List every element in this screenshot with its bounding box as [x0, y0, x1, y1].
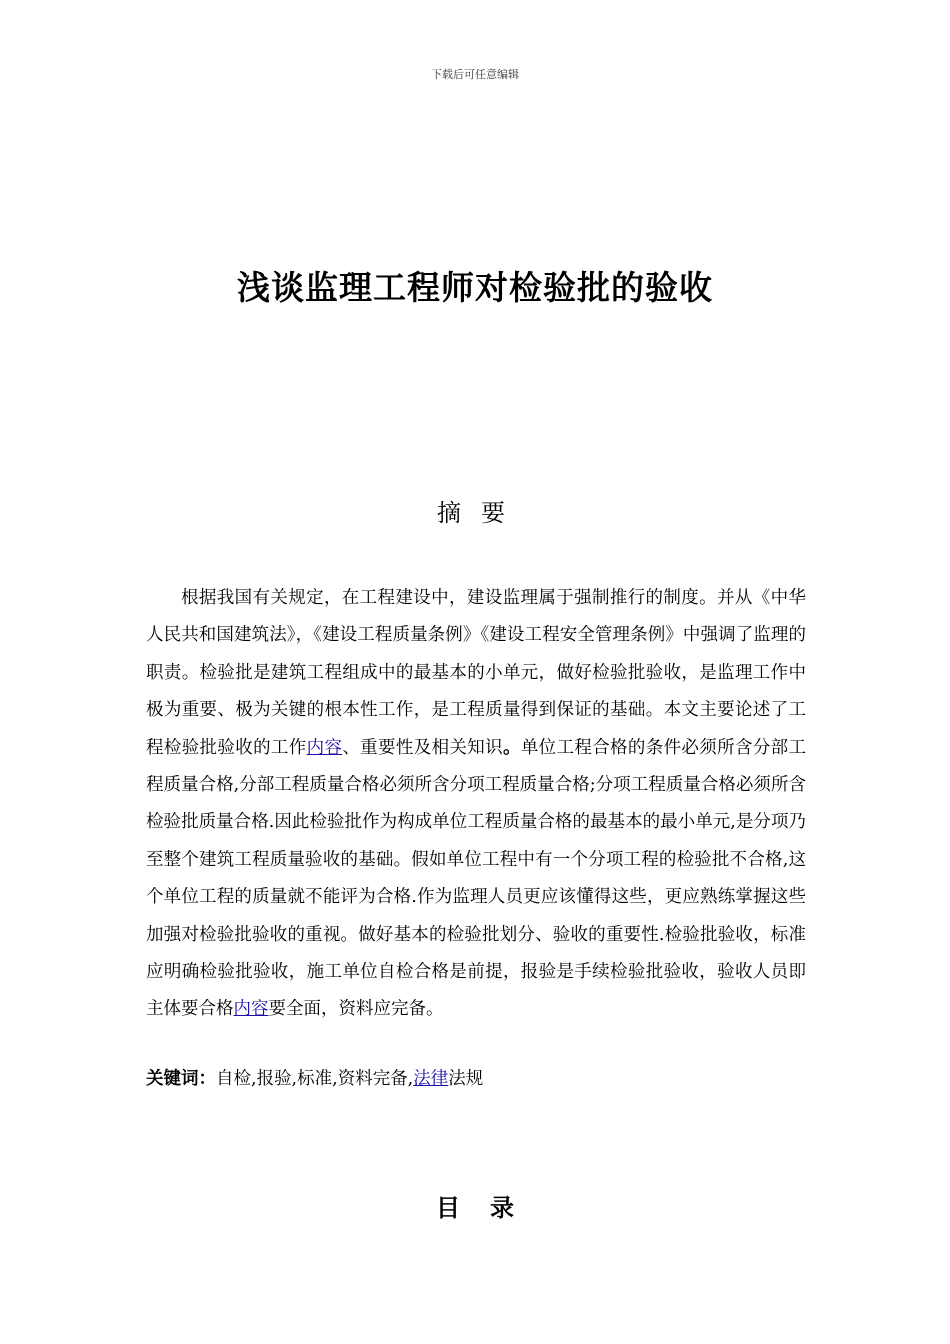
keywords-link-law[interactable]: 法律: [413, 1069, 449, 1089]
keywords-label: 关键词：: [146, 1069, 216, 1089]
abstract-text-part3: 。: [502, 737, 521, 758]
page-header-note: 下载后可任意编辑: [431, 68, 519, 81]
document-title: 浅谈监理工程师对检验批的验收: [237, 268, 713, 307]
abstract-paragraph: [146, 580, 806, 1029]
toc-heading: 目录: [436, 1194, 544, 1222]
abstract-text-part2: 、重要性及相关知识: [342, 737, 503, 758]
keywords-line: [146, 1064, 806, 1094]
abstract-text-part4: 单位工程合格的条件必须所含分部工程质量合格,分部工程质量合格必须所含分项工程质量合格;分项工程质量合格必须所含检验批质量合格.因此检验批作为构成单位工程质量合格的最基本的最小单元,是分项乃至整个建筑工程质量验收的基础。假如单位工程中有一个分项工程的检验批不合格,这个单位工程的质量就不能评为合格.作为监理人员更应该懂得这些，更应熟练掌握这些加强对检验批验收的重视。做好基本的检验批划分、验收的重要性.检验批验收，标准应明确检验批验收，施工单位自检合格是前提，报验是手续检验批验收，验收人员即主体要合格: [146, 737, 807, 1020]
abstract-link-content-2[interactable]: 内容: [233, 999, 269, 1020]
keywords-items: 自检,报验,标准,资料完备,: [216, 1069, 414, 1089]
abstract-text-part1: 根据我国有关规定，在工程建设中，建设监理属于强制推行的制度。并从《中华人民共和国建筑法》，《建设工程质量条例》《建设工程安全管理条例》中强调了监理的职责。检验批是建筑工程组成中的最基本的小单元，做好检验批验收，是监理工作中极为重要、极为关键的根本性工作，是工程质量得到保证的基础。本文主要论述了工程检验批验收的工作: [146, 588, 806, 758]
abstract-heading: 摘要: [437, 499, 525, 527]
abstract-link-content-1[interactable]: 内容: [306, 737, 343, 758]
abstract-text-part5: 要全面，资料应完备。: [268, 999, 444, 1020]
keywords-items-tail: 法规: [448, 1069, 484, 1089]
